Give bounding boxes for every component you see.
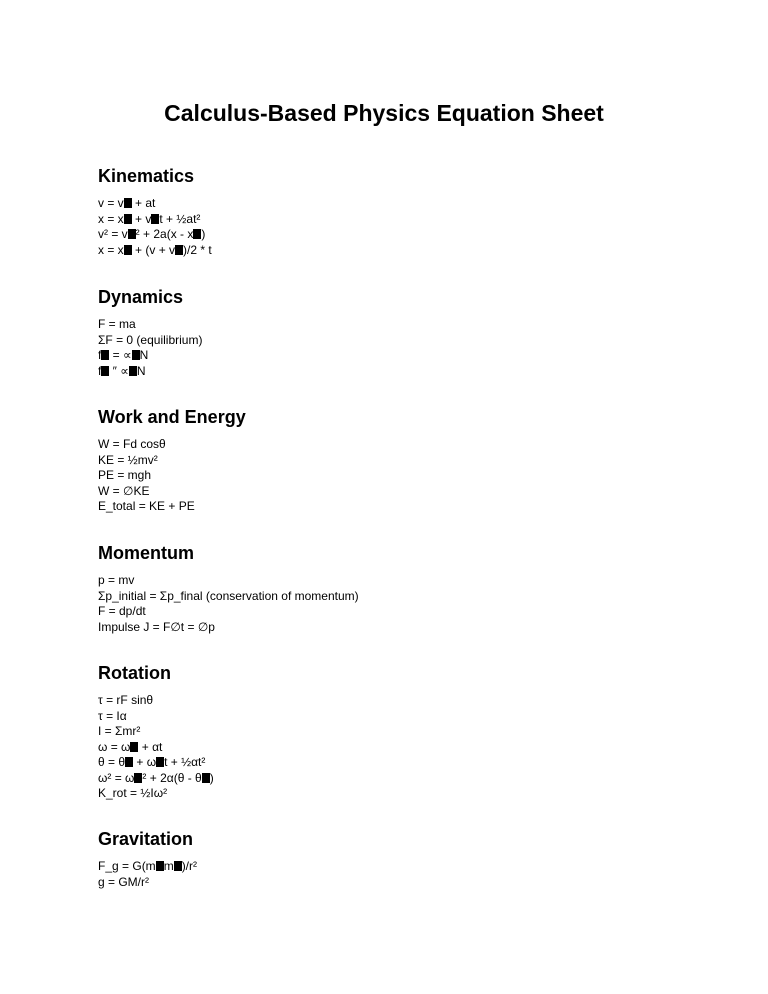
equation-line: x = x + v t + ½at² [98,211,201,226]
missing-glyph-block [156,861,164,871]
missing-glyph-block [101,350,109,360]
section-kinematics [98,165,718,258]
equation-line: v = v + at [98,196,156,210]
section-work-energy [98,406,718,515]
section-heading: Kinematics [98,166,195,186]
missing-glyph-block [156,757,164,767]
missing-glyph-block [125,757,133,767]
equation-line: E_total = KE + PE [98,499,195,513]
missing-glyph-block [124,198,132,208]
equation-line: ω² = ω ² + 2α(θ - θ ) [98,770,214,785]
equation-line: W = ∅KE [98,483,150,498]
missing-glyph-block [130,742,138,752]
missing-glyph-block [174,861,182,871]
missing-glyph-block [101,366,109,376]
section-heading: Dynamics [98,287,184,307]
missing-glyph-block [132,350,140,360]
missing-glyph-block [193,229,201,239]
equation-line: ΣF = 0 (equilibrium) [98,332,203,347]
equation-line: W = Fd cosθ [98,437,166,451]
equation-line: PE = mgh [98,468,152,482]
section-heading: Work and Energy [98,407,246,427]
equation-line: F = ma [98,317,136,331]
equation-line: Impulse J = F∅t = ∅p [98,619,215,634]
equation-line: K_rot = ½Iω² [98,786,168,800]
section-dynamics [98,286,718,379]
section-heading: Momentum [98,543,194,563]
missing-glyph-block [124,245,132,255]
section-gravitation [98,828,718,890]
missing-glyph-block [175,245,183,255]
missing-glyph-block [128,229,136,239]
equation-line: p = mv [98,573,135,587]
missing-glyph-block [134,773,142,783]
equation-line: θ = θ + ω t + ½αt² [98,755,206,769]
section-heading: Rotation [98,663,171,683]
section-momentum [98,542,718,635]
equation-line: I = Σmr² [98,724,141,738]
equation-line: g = GM/r² [98,874,150,889]
equation-line: KE = ½mv² [98,452,158,467]
equation-line: ω = ω + αt [98,739,163,754]
missing-glyph-block [124,214,132,224]
equation-line: x = x + (v + v )/2 * t [98,242,212,257]
equation-line: F_g = G(m m )/r² [98,859,198,873]
equation-line: τ = rF sinθ [98,693,154,707]
equation-line: Σp_initial = Σp_final (conservation of momentum) [98,588,359,603]
equation-line: τ = Iα [98,708,127,723]
missing-glyph-block [129,366,137,376]
equation-line: f = ∝ N [98,348,149,362]
section-rotation [98,662,718,802]
page-title: Calculus-Based Physics Equation Sheet [164,100,604,126]
equation-line: F = dp/dt [98,604,146,618]
equation-line: f ″ ∝ N [98,363,146,378]
missing-glyph-block [202,773,210,783]
section-heading: Gravitation [98,829,194,849]
equation-line: v² = v ² + 2a(x - x ) [98,227,206,241]
missing-glyph-block [151,214,159,224]
